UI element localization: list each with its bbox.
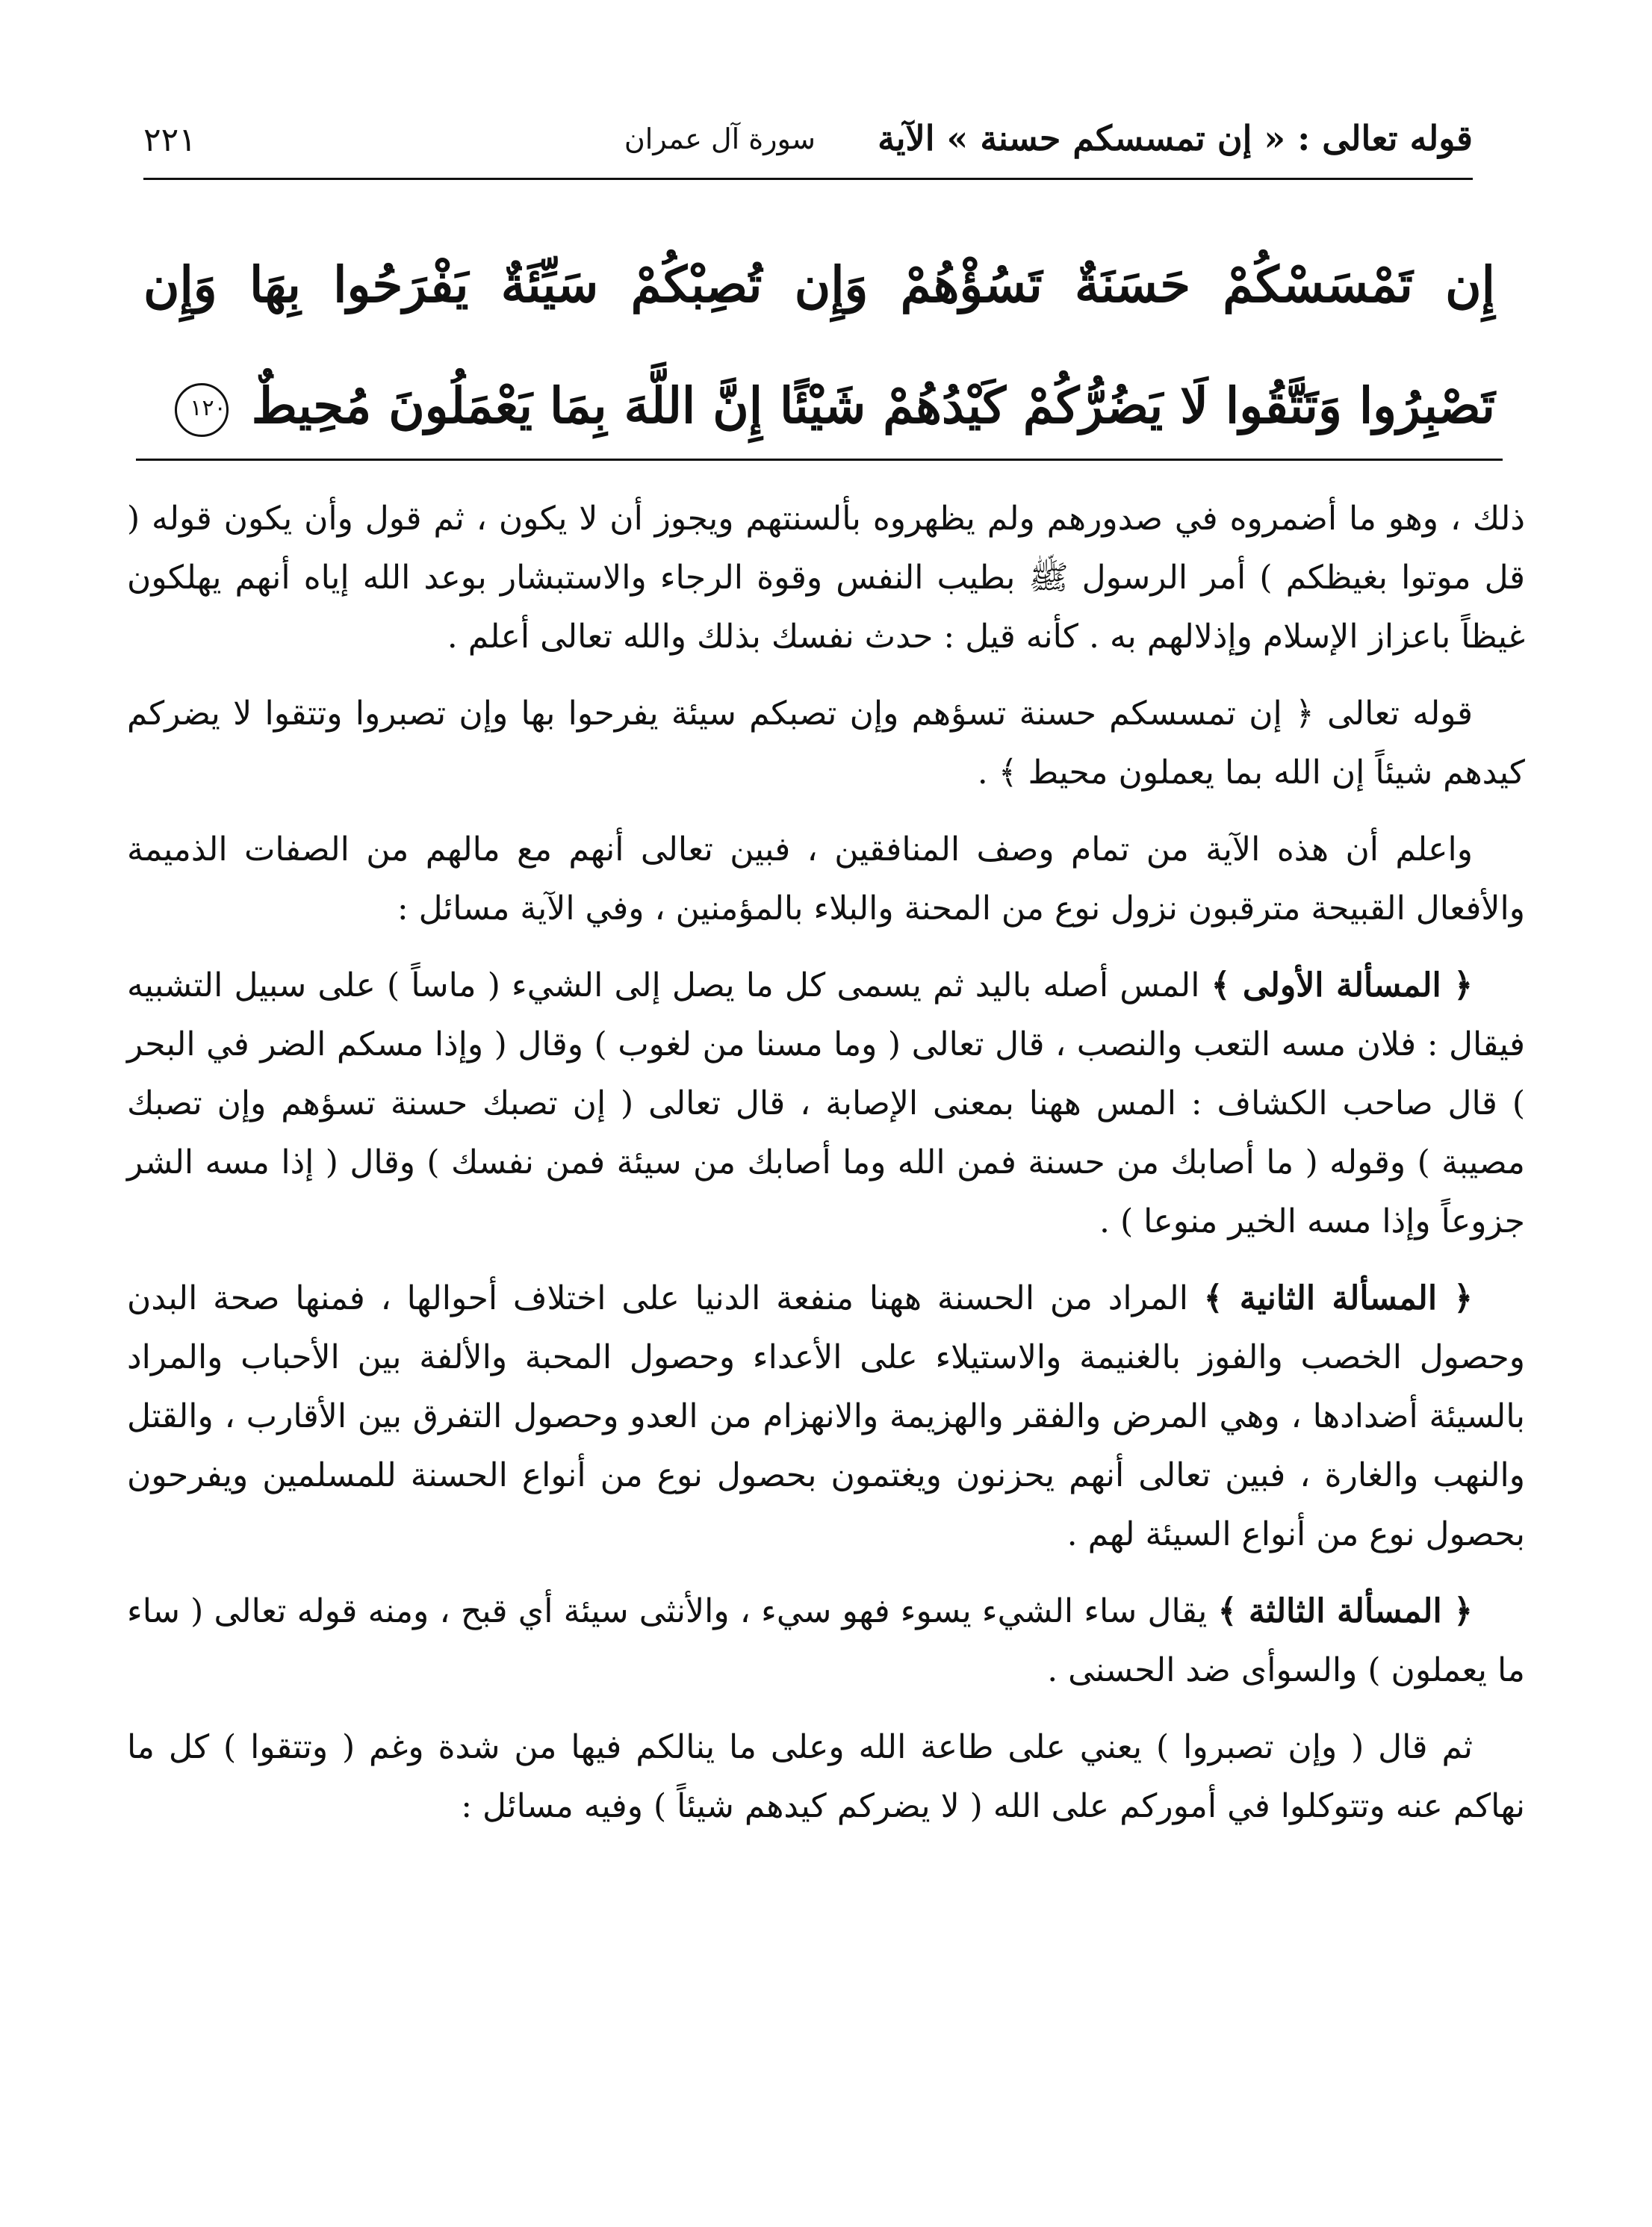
section-heading: ﴿ المسألة الأولى ﴾ xyxy=(1211,966,1473,1004)
header-rule xyxy=(143,178,1473,180)
paragraph xyxy=(127,1718,1525,1836)
paragraph xyxy=(127,820,1525,938)
paragraph xyxy=(127,956,1525,1251)
verse-text: إِن تَمْسَسْكُمْ حَسَنَةٌ تَسُؤْهُمْ وَإِن تُصِبْكُمْ سَيِّئَةٌ يَفْرَحُوا بِهَا وَإِن تَصْبِرُوا وَتَتَّقُوا لَا يَضُرُّكُمْ كَيْدُهُمْ شَيْئًا إِنَّ اللَّهَ بِمَا يَعْمَلُونَ مُحِيطٌ xyxy=(143,255,1495,435)
section-heading: ﴿ المسألة الثانية ﴾ xyxy=(1203,1279,1473,1317)
paragraph xyxy=(127,1582,1525,1700)
section-heading: ﴿ المسألة الثالثة ﴾ xyxy=(1217,1592,1473,1630)
paragraph-text: المس أصله باليد ثم يسمى كل ما يصل إلى الشيء ( ماساً ) على سبيل التشبيه فيقال : فلان مسه التعب والنصب ، قال تعالى ( وما مسنا من لغوب ) وقال ( وإذا مسكم الضر في البحر ) قال صاحب الكشاف : المس ههنا بمعنى الإصابة ، قال تعالى ( إن تصبك حسنة تسؤهم وإن تصبك مصيبة ) وقوله ( ما أصابك من حسنة فمن الله وما أصابك من سيئة فمن نفسك ) وقال ( إذا مسه الشر جزوعاً وإذا مسه الخير منوعا ) . xyxy=(127,966,1525,1240)
commentary-body xyxy=(127,489,1525,1854)
paragraph xyxy=(127,1269,1525,1564)
header-surah-name: سورة آل عمران xyxy=(624,122,816,155)
page-number: ٢٢١ xyxy=(143,121,196,159)
quran-verse-block xyxy=(143,224,1495,466)
paragraph-text: المراد من الحسنة ههنا منفعة الدنيا على اختلاف أحوالها ، فمنها صحة البدن وحصول الخصب والفوز بالغنيمة والاستيلاء على الأعداء وحصول المحبة والألفة بين الأحباب والمراد بالسيئة أضدادها ، وهي المرض والفقر والهزيمة والانهزام من العدو وحصول التفرق بين الأقارب ، والقتل والنهب والغارة ، فبين تعالى أنهم يحزنون ويغتمون بحصول نوع من أنواع الحسنة للمسلمين ويفرحون بحصول نوع من أنواع السيئة لهم . xyxy=(127,1279,1525,1553)
running-header xyxy=(143,112,1473,179)
paragraph-text: يقال ساء الشيء يسوء فهو سيء ، والأنثى سيئة أي قبح ، ومنه قوله تعالى ( ساء ما يعملون ) والسوأى ضد الحسنى . xyxy=(127,1592,1525,1689)
verse-rule xyxy=(136,459,1503,461)
paragraph-text: ثم قال ( وإن تصبروا ) يعني على طاعة الله وعلى ما ينالكم فيها من شدة وغم ( وتتقوا ) كل ما نهاكم عنه وتتوكلوا في أموركم على الله ( لا يضركم كيدهم شيئاً ) وفيه مسائل : xyxy=(127,1728,1525,1825)
paragraph xyxy=(127,489,1525,666)
paragraph-text: واعلم أن هذه الآية من تمام وصف المنافقين ، فبين تعالى أنهم مع مالهم من الصفات الذميمة والأفعال القبيحة مترقبون نزول نوع من المحنة والبلاء بالمؤمنين ، وفي الآية مسائل : xyxy=(127,830,1525,928)
paragraph-text: قوله تعالى ﴿ إن تمسسكم حسنة تسؤهم وإن تصبكم سيئة يفرحوا بها وإن تصبروا وتتقوا لا يضركم كيدهم شيئاً إن الله بما يعملون محيط ﴾ . xyxy=(127,695,1525,792)
paragraph-text: ذلك ، وهو ما أضمروه في صدورهم ولم يظهروه بألسنتهم ويجوز أن لا يكون ، ثم قول وأن يكون قوله ( قل موتوا بغيظكم ) أمر الرسول ﷺ بطيب النفس وقوة الرجاء والاستبشار بوعد الله إياه أنهم يهلكون غيظاً باعزاز الإسلام وإذلالهم به . كأنه قيل : حدث نفسك بذلك والله تعالى أعلم . xyxy=(127,500,1525,656)
ayah-number-marker: ١٢٠ xyxy=(175,383,229,437)
paragraph xyxy=(127,684,1525,802)
header-title: قوله تعالى : « إن تمسسكم حسنة » الآية xyxy=(878,118,1473,158)
